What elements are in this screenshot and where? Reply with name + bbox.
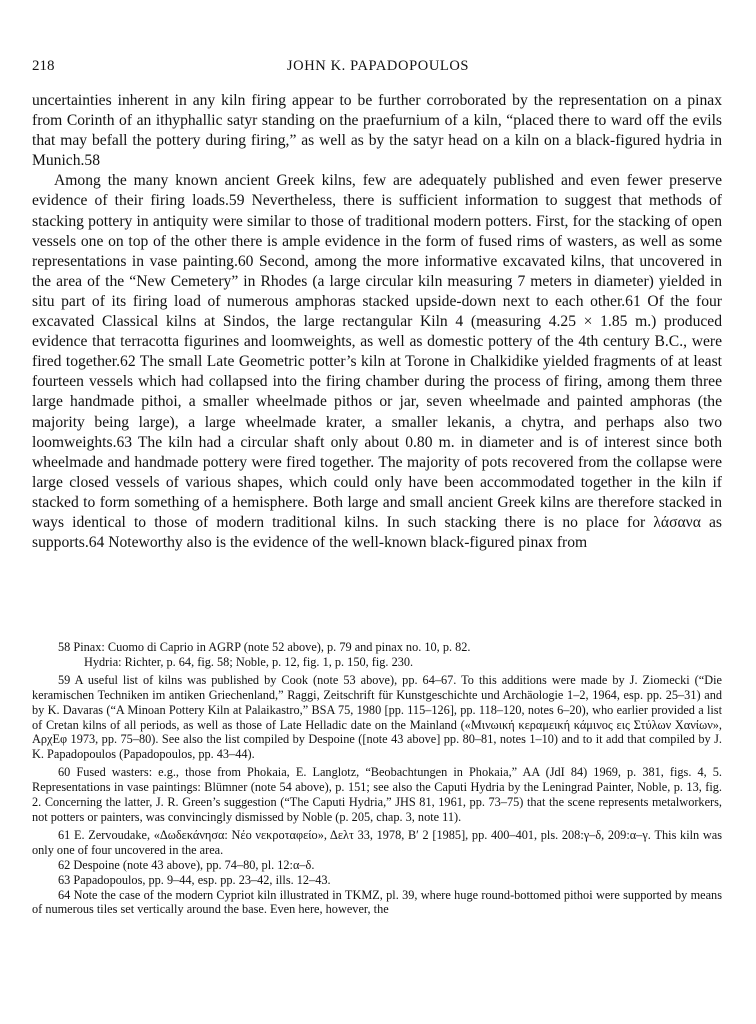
page-number: 218: [32, 58, 55, 74]
footnote-63: 63 Papadopoulos, pp. 9–44, esp. pp. 23–42, ills. 12–43.: [58, 872, 331, 887]
body-paragraph: uncertainties inherent in any kiln firing appear to be further corroborated by the representation on a pinax from Corinth of an ithyphallic satyr standing on the praefurnium of a kiln, “placed there to ward off the evils that may befall the pottery during firing,” as well as by the satyr head on a kiln on a black-figured hydria in Munich.58: [32, 92, 722, 170]
footnote-61: 61 E. Zervoudake, «Δωδεκάνησα: Νέο νεκροταφείο», Δελτ 33, 1978, Β′ 2 [1985], pp. 400–401, pls. 208:γ–δ, 209:α–γ. This kiln was only one of four uncovered in the area.: [32, 827, 722, 857]
footnote-59: 59 A useful list of kilns was published by Cook (note 53 above), pp. 64–67. To this additions were made by J. Ziomecki (“Die keramischen Techniken im antiken Griechenland,” Raggi, Zeitschrift für Kunstgeschichte und Archäologie 1–2, 1964, esp. pp. 25–31) and by K. Davaras (“A Minoan Pottery Kiln at Palaikastro,” BSA 75, 1980 [pp. 115–126], pp. 118–120, notes 6–20), who earlier provided a list of Cretan kilns of all periods, as well as those of Late Helladic date on the Mainland («Μινωική κεραμεική κάμινος εις Στύλων Χανίων», ΑρχΕφ 1973, pp. 75–80). See also the list compiled by Despoine ([note 43 above] pp. 80–81, notes 1–10) and to it add that compiled by J. K. Papadopoulos (Papadopoulos, pp. 43–44).: [32, 672, 722, 762]
running-head: JOHN K. PAPADOPOULOS: [286, 58, 470, 74]
footnote-58: 58 Pinax: Cuomo di Caprio in AGRP (note 52 above), p. 79 and pinax no. 10, p. 82.: [58, 640, 471, 654]
body-text: [32, 91, 722, 553]
body-paragraph: Among the many known ancient Greek kilns, few are adequately published and even fewer preserve evidence of their firing loads.59 Nevertheless, there is sufficient information to suggest that methods of stacking pottery in antiquity were similar to those of traditional modern potters. First, for the stacking of open vessels one on top of the other there is ample evidence in the form of fused rims of wasters, as well as some representations in vase painting.60 Second, among the more informative excavated kilns, that uncovered in the area of the “New Cemetery” in Rhodes (a large circular kiln measuring 7 meters in diameter) yielded in situ part of its firing load of numerous amphoras stacked upside-down next to each other.61 Of the four excavated Classical kilns at Sindos, the large rectangular Kiln 4 (measuring 4.25 × 1.85 m.) produced evidence that terracotta figurines and loomweights, as well as domestic pottery of the 4th century B.C., were fired together.62 The small Late Geometric potter’s kiln at Torone in Chalkidike yielded fragments of at least fourteen vessels which had collapsed into the firing chamber during the process of firing, among them three large handmade pithoi, a smaller wheelmade pithos or jar, seven wheelmade and painted amphoras (the majority being large), a large wheelmade krater, a smaller lekanis, a chytra, and perhaps also two loomweights.63 The kiln had a circular shaft only about 0.80 m. in diameter and is of interest since both wheelmade and handmade pottery were fired together. The majority of pots recovered from the collapse were large closed vessels of various shapes, which could only have been accommodated together in the kiln if stacked to form something of a hemisphere. Both large and small ancient Greek kilns are therefore stacked in ways identical to those of modern traditional kilns. In such stacking there is no place for λάσανα as supports.64 Noteworthy also is the evidence of the well-known black-figured pinax from: [32, 172, 722, 552]
footnote-58-continued: Hydria: Richter, p. 64, fig. 58; Noble, p. 12, fig. 1, p. 150, fig. 230.: [84, 654, 414, 669]
footnote-64: 64 Note the case of the modern Cypriot kiln illustrated in TKMZ, pl. 39, where huge round-bottomed pithoi were supported by means of numerous tiles set vertically around the base. Even here, however, the: [32, 887, 722, 917]
footnotes: [32, 640, 722, 917]
footnote-60: 60 Fused wasters: e.g., those from Phokaia, E. Langlotz, “Beobachtungen in Phokaia,” AA (JdI 84) 1969, p. 381, figs. 4, 5. Representations in vase paintings: Blümner (note 54 above), p. 151; see also the Caputi Hydria by the Leningrad Painter, Noble, p. 13, fig. 2. Concerning the latter, J. R. Green’s suggestion (“The Caputi Hydria,” JHS 81, 1961, pp. 73–75) that the scene represents metalworkers, not potters or painters, was convincingly dismissed by Noble (p. 205, chap. 3, note 11).: [32, 765, 722, 824]
page-header: [32, 58, 724, 80]
footnote-62: 62 Despoine (note 43 above), pp. 74–80, pl. 12:α–δ.: [58, 857, 315, 872]
